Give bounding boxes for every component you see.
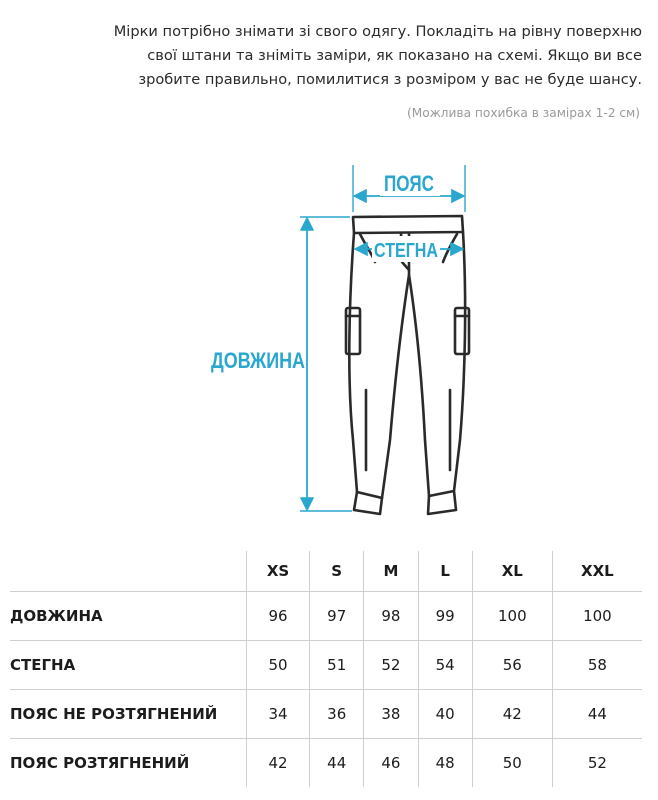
table-cell: 52 <box>552 739 642 788</box>
table-cell: 48 <box>418 739 472 788</box>
measurement-tolerance-note: (Можлива похибка в замірах 1-2 см) <box>406 106 640 120</box>
table-row <box>10 641 642 690</box>
intro-line-1: Мірки потрібно знімати зі свого одягу. Покладіть на рівну поверхню <box>113 23 642 40</box>
table-cell: 51 <box>310 641 364 690</box>
table-cell: 58 <box>552 641 642 690</box>
row-label: ПОЯС НЕ РОЗТЯГНЕНИЙ <box>10 690 247 739</box>
size-header: XXL <box>552 551 642 592</box>
table-cell: 99 <box>418 592 472 641</box>
table-cell: 98 <box>364 592 418 641</box>
table-cell: 100 <box>472 592 552 641</box>
table-cell: 40 <box>418 690 472 739</box>
intro-line-3: зробите правильно, помилитися з розміром у вас не буде шансу. <box>138 71 642 88</box>
size-table-corner <box>10 551 247 592</box>
table-cell: 96 <box>247 592 310 641</box>
hips-label: СТЕГНА <box>374 240 438 262</box>
size-header: S <box>310 551 364 592</box>
table-cell: 100 <box>552 592 642 641</box>
size-header: M <box>364 551 418 592</box>
size-header: XL <box>472 551 552 592</box>
row-label: ПОЯС РОЗТЯГНЕНИЙ <box>10 739 247 788</box>
table-cell: 50 <box>472 739 552 788</box>
table-cell: 34 <box>247 690 310 739</box>
row-label: СТЕГНА <box>10 641 247 690</box>
size-header: L <box>418 551 472 592</box>
table-cell: 54 <box>418 641 472 690</box>
table-cell: 97 <box>310 592 364 641</box>
table-row <box>10 690 642 739</box>
length-label: ДОВЖИНА <box>211 348 306 373</box>
table-cell: 52 <box>364 641 418 690</box>
table-cell: 44 <box>552 690 642 739</box>
row-label: ДОВЖИНА <box>10 592 247 641</box>
size-header: XS <box>247 551 310 592</box>
table-cell: 36 <box>310 690 364 739</box>
table-row <box>10 592 642 641</box>
waist-label: ПОЯС <box>384 171 435 196</box>
table-cell: 42 <box>472 690 552 739</box>
table-cell: 50 <box>247 641 310 690</box>
table-cell: 46 <box>364 739 418 788</box>
table-cell: 56 <box>472 641 552 690</box>
size-header-row <box>10 551 642 592</box>
table-cell: 42 <box>247 739 310 788</box>
table-cell: 44 <box>310 739 364 788</box>
intro-line-2: свої штани та зніміть заміри, як показано на схемі. Якщо ви все <box>147 47 642 64</box>
table-row <box>10 739 642 788</box>
size-table <box>10 551 642 787</box>
table-cell: 38 <box>364 690 418 739</box>
